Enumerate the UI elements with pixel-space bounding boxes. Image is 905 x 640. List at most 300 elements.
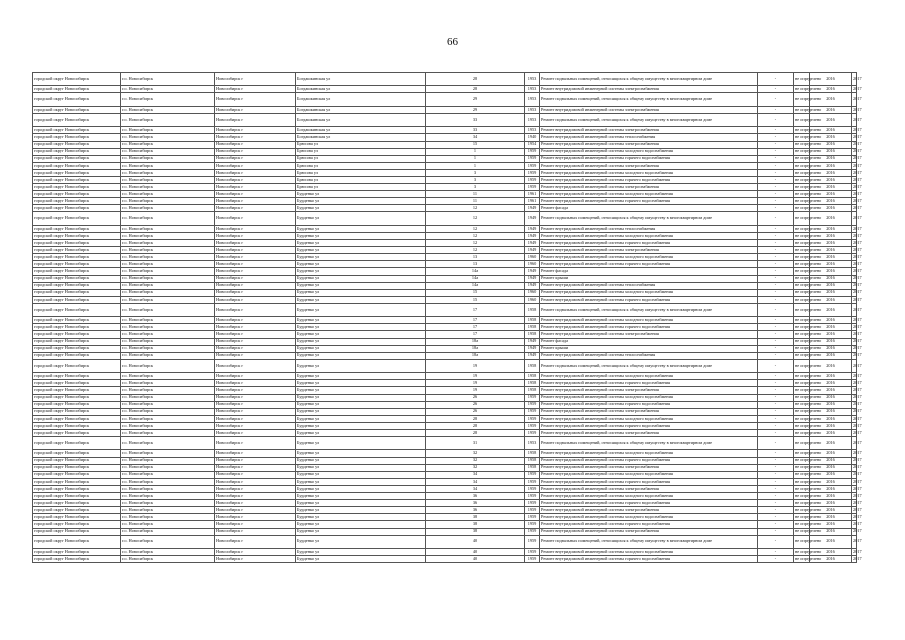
- locality-cell: Новосибирск г: [215, 232, 296, 239]
- cost-status-cell: не определено: [795, 246, 822, 252]
- work-type-cell: Ремонт внутридомовой инженерной системы горячего водоснабжения: [540, 556, 758, 563]
- locality-cell: Новосибирск г: [215, 359, 296, 372]
- placeholder-cell: -: [758, 155, 794, 162]
- build-year-cell: 1958: [525, 303, 540, 316]
- street-cell: Брюсова ул: [296, 141, 426, 148]
- district-cell: городской округ Новосибирск: [33, 352, 121, 359]
- year-to-cell: 2017: [853, 275, 862, 281]
- table-row: [33, 268, 859, 275]
- cost-status-cell: не определено: [795, 338, 822, 344]
- year-from-cell: 2016: [810, 338, 852, 345]
- district-cell: городской округ Новосибирск: [33, 141, 121, 148]
- table-row: [33, 521, 859, 528]
- year-to-cell: 2017: [853, 387, 862, 393]
- cost-status-cell: не определено: [795, 345, 822, 351]
- street-cell: Богдашкинская ул: [296, 93, 426, 106]
- cost-status-cell: не определено: [795, 548, 822, 554]
- street-cell: Бурденко ул: [296, 485, 426, 492]
- year-to-cell: 2017: [853, 239, 862, 245]
- work-type-cell: Ремонт внутридомовой инженерной системы электроснабжения: [540, 464, 758, 471]
- year-to-cell: 2017: [853, 141, 862, 147]
- cost-status-cell: не определено: [795, 372, 822, 378]
- locality-cell: Новосибирск г: [215, 478, 296, 485]
- build-year-cell: 1949: [525, 345, 540, 352]
- district-cell: городской округ Новосибирск: [33, 415, 121, 422]
- city-cell: г.о. Новосибирск: [121, 282, 215, 289]
- year-to-cell: 2017: [853, 372, 862, 378]
- street-cell: Бурденко ул: [296, 408, 426, 415]
- cost-status-cell: не определено: [795, 352, 822, 358]
- placeholder-cell: -: [758, 478, 794, 485]
- table-row: [33, 352, 859, 359]
- locality-cell: Новосибирск г: [215, 464, 296, 471]
- locality-cell: Новосибирск г: [215, 162, 296, 169]
- house-number-cell: 28: [426, 415, 525, 422]
- cost-status-cell: не определено: [794, 212, 810, 225]
- district-cell: городской округ Новосибирск: [33, 106, 121, 113]
- house-number-cell: 26: [426, 408, 525, 415]
- placeholder-cell: -: [758, 127, 794, 134]
- district-cell: городской округ Новосибирск: [33, 387, 121, 394]
- table-row: [33, 422, 859, 429]
- work-type-cell: Ремонт внутридомовой инженерной системы холодного водоснабжения: [540, 514, 758, 521]
- year-from-cell: 2016: [810, 155, 852, 162]
- table-row: [33, 134, 859, 141]
- city-cell: г.о. Новосибирск: [121, 450, 215, 457]
- build-year-cell: 1959: [525, 408, 540, 415]
- cost-status-cell: не определено: [795, 225, 822, 231]
- locality-cell: Новосибирск г: [215, 93, 296, 106]
- work-type-cell: Ремонт внутридомовой инженерной системы электроснабжения: [540, 127, 758, 134]
- cost-status-cell: не определено: [795, 205, 822, 211]
- work-type-cell: Ремонт внутридомовой инженерной системы холодного водоснабжения: [540, 317, 758, 324]
- work-type-cell: Ремонт фасада: [540, 338, 758, 345]
- year-to-cell: 2017: [853, 506, 862, 512]
- build-year-cell: 1958: [525, 450, 540, 457]
- house-number-cell: 40: [426, 556, 525, 563]
- district-cell: городской округ Новосибирск: [33, 155, 121, 162]
- city-cell: г.о. Новосибирск: [121, 324, 215, 331]
- street-cell: Бурденко ул: [296, 380, 426, 387]
- district-cell: городской округ Новосибирск: [33, 296, 121, 303]
- work-type-cell: Ремонт внутридомовой инженерной системы электроснабжения: [540, 387, 758, 394]
- year-from-cell: 2016: [810, 317, 852, 324]
- locality-cell: Новосибирск г: [215, 289, 296, 296]
- street-cell: Бурденко ул: [296, 437, 426, 450]
- street-cell: Бурденко ул: [296, 549, 426, 556]
- placeholder-cell: -: [758, 86, 794, 93]
- city-cell: г.о. Новосибирск: [121, 247, 215, 254]
- year-from-cell: 2016: [810, 141, 852, 148]
- work-type-cell: Ремонт внутридомовой инженерной системы электроснабжения: [540, 247, 758, 254]
- work-type-cell: Ремонт внутридомовой инженерной системы холодного водоснабжения: [540, 148, 758, 155]
- year-to-cell: 2017: [853, 127, 862, 133]
- locality-cell: Новосибирск г: [215, 380, 296, 387]
- city-cell: г.о. Новосибирск: [121, 289, 215, 296]
- table-row: [33, 155, 859, 162]
- street-cell: Бурденко ул: [296, 261, 426, 268]
- district-cell: городской округ Новосибирск: [33, 521, 121, 528]
- year-to-cell: 2017: [853, 169, 862, 175]
- street-cell: Бурденко ул: [296, 514, 426, 521]
- house-number-cell: 32: [426, 457, 525, 464]
- year-to-cell: 2017: [852, 535, 857, 548]
- table-row: [33, 500, 859, 507]
- work-type-cell: Ремонт внутридомовой инженерной системы электроснабжения: [540, 528, 758, 535]
- table-row: [33, 338, 859, 345]
- cost-status-cell: не определено: [795, 401, 822, 407]
- street-cell: Бурденко ул: [296, 191, 426, 198]
- district-cell: городской округ Новосибирск: [33, 464, 121, 471]
- street-cell: Брюсова ул: [296, 184, 426, 191]
- placeholder-cell: -: [758, 464, 794, 471]
- build-year-cell: 1958: [525, 373, 540, 380]
- locality-cell: Новосибирск г: [215, 268, 296, 275]
- build-year-cell: 1953: [525, 106, 540, 113]
- district-cell: городской округ Новосибирск: [33, 275, 121, 282]
- build-year-cell: 1953: [525, 437, 540, 450]
- build-year-cell: 1959: [525, 430, 540, 437]
- year-to-cell: 2017: [853, 450, 862, 456]
- street-cell: Брюсова ул: [296, 169, 426, 176]
- locality-cell: Новосибирск г: [215, 437, 296, 450]
- district-cell: городской округ Новосибирск: [33, 134, 121, 141]
- year-to-cell: 2017: [853, 555, 862, 561]
- house-number-cell: 32: [426, 450, 525, 457]
- house-number-cell: 12: [426, 240, 525, 247]
- work-type-cell: Ремонт подвальных помещений, относящихся к общему имуществу в многоквартирном доме: [540, 113, 758, 126]
- year-to-cell: 2017: [853, 464, 862, 470]
- work-type-cell: Ремонт внутридомовой инженерной системы холодного водоснабжения: [540, 394, 758, 401]
- street-cell: Бурденко ул: [296, 415, 426, 422]
- placeholder-cell: -: [758, 528, 794, 535]
- work-type-cell: Ремонт внутридомовой инженерной системы горячего водоснабжения: [540, 457, 758, 464]
- locality-cell: Новосибирск г: [215, 247, 296, 254]
- work-type-cell: Ремонт подвальных помещений, относящихся к общему имуществу в многоквартирном доме: [540, 437, 758, 450]
- street-cell: Бурденко ул: [296, 338, 426, 345]
- locality-cell: Новосибирск г: [215, 387, 296, 394]
- year-to-cell: 2017: [853, 232, 862, 238]
- house-number-cell: 31: [426, 437, 525, 450]
- year-to-cell: 2017: [853, 338, 862, 344]
- locality-cell: Новосибирск г: [215, 275, 296, 282]
- work-type-cell: Ремонт подвальных помещений, относящихся к общему имуществу в многоквартирном доме: [540, 359, 758, 372]
- district-cell: городской округ Новосибирск: [33, 359, 121, 372]
- work-type-cell: Ремонт внутридомовой инженерной системы электроснабжения: [540, 507, 758, 514]
- district-cell: городской округ Новосибирск: [33, 268, 121, 275]
- table-row: [33, 471, 859, 478]
- street-cell: Бурденко ул: [296, 535, 426, 548]
- locality-cell: Новосибирск г: [215, 415, 296, 422]
- house-number-cell: 14а: [426, 275, 525, 282]
- placeholder-cell: -: [758, 205, 794, 212]
- table-row: [33, 345, 859, 352]
- cost-status-cell: не определено: [794, 535, 810, 548]
- city-cell: г.о. Новосибирск: [121, 437, 215, 450]
- cost-status-cell: не определено: [795, 289, 822, 295]
- cost-status-cell: не определено: [795, 528, 822, 534]
- locality-cell: Новосибирск г: [215, 212, 296, 225]
- street-cell: Бурденко ул: [296, 464, 426, 471]
- year-from-cell: 2016: [810, 212, 852, 225]
- placeholder-cell: -: [758, 521, 794, 528]
- placeholder-cell: -: [758, 225, 794, 232]
- year-from-cell: 2016: [810, 380, 852, 387]
- cost-status-cell: не определено: [795, 296, 822, 302]
- cost-status-cell: не определено: [795, 429, 822, 435]
- placeholder-cell: -: [758, 73, 794, 86]
- work-type-cell: Ремонт внутридомовой инженерной системы горячего водоснабжения: [540, 521, 758, 528]
- city-cell: г.о. Новосибирск: [121, 485, 215, 492]
- work-type-cell: Ремонт внутридомовой инженерной системы теплоснабжения: [540, 282, 758, 289]
- locality-cell: Новосибирск г: [215, 113, 296, 126]
- street-cell: Бурденко ул: [296, 528, 426, 535]
- street-cell: Бурденко ул: [296, 212, 426, 225]
- year-from-cell: 2016: [810, 556, 852, 563]
- street-cell: Бурденко ул: [296, 331, 426, 338]
- placeholder-cell: -: [758, 289, 794, 296]
- year-from-cell: 2016: [810, 500, 852, 507]
- district-cell: городской округ Новосибирск: [33, 485, 121, 492]
- year-from-cell: 2016: [810, 148, 852, 155]
- city-cell: г.о. Новосибирск: [121, 493, 215, 500]
- district-cell: городской округ Новосибирск: [33, 86, 121, 93]
- year-to-cell: 2017: [852, 212, 857, 225]
- locality-cell: Новосибирск г: [215, 141, 296, 148]
- year-from-cell: 2016: [810, 169, 852, 176]
- city-cell: г.о. Новосибирск: [121, 254, 215, 261]
- street-cell: Бурденко ул: [296, 478, 426, 485]
- table-row: [33, 296, 859, 303]
- house-number-cell: 12: [426, 232, 525, 239]
- placeholder-cell: -: [758, 198, 794, 205]
- work-type-cell: Ремонт внутридомовой инженерной системы электроснабжения: [540, 485, 758, 492]
- house-number-cell: 36: [426, 507, 525, 514]
- work-type-cell: Ремонт внутридомовой инженерной системы холодного водоснабжения: [540, 191, 758, 198]
- house-number-cell: 14а: [426, 282, 525, 289]
- street-cell: Бурденко ул: [296, 352, 426, 359]
- street-cell: Бурденко ул: [296, 359, 426, 372]
- street-cell: Богдашкинская ул: [296, 73, 426, 86]
- placeholder-cell: -: [758, 387, 794, 394]
- house-number-cell: 17: [426, 324, 525, 331]
- table-row: [33, 184, 859, 191]
- cost-status-cell: не определено: [795, 485, 822, 491]
- locality-cell: Новосибирск г: [215, 106, 296, 113]
- year-from-cell: 2016: [810, 134, 852, 141]
- placeholder-cell: -: [758, 317, 794, 324]
- district-cell: городской округ Новосибирск: [33, 261, 121, 268]
- year-to-cell: 2017: [853, 190, 862, 196]
- house-number-cell: 18а: [426, 345, 525, 352]
- year-from-cell: 2016: [810, 232, 852, 239]
- placeholder-cell: -: [758, 500, 794, 507]
- street-cell: Бурденко ул: [296, 556, 426, 563]
- year-from-cell: 2016: [810, 106, 852, 113]
- locality-cell: Новосибирск г: [215, 507, 296, 514]
- placeholder-cell: -: [758, 296, 794, 303]
- work-type-cell: Ремонт внутридомовой инженерной системы горячего водоснабжения: [540, 155, 758, 162]
- city-cell: г.о. Новосибирск: [121, 240, 215, 247]
- year-to-cell: 2017: [853, 401, 862, 407]
- district-cell: городской округ Новосибирск: [33, 507, 121, 514]
- table-row: [33, 394, 859, 401]
- locality-cell: Новосибирск г: [215, 521, 296, 528]
- street-cell: Бурденко ул: [296, 521, 426, 528]
- work-type-cell: Ремонт внутридомовой инженерной системы горячего водоснабжения: [540, 177, 758, 184]
- street-cell: Богдашкинская ул: [296, 106, 426, 113]
- placeholder-cell: -: [758, 275, 794, 282]
- city-cell: г.о. Новосибирск: [121, 507, 215, 514]
- district-cell: городской округ Новосибирск: [33, 556, 121, 563]
- house-number-cell: 36: [426, 493, 525, 500]
- district-cell: городской округ Новосибирск: [33, 198, 121, 205]
- street-cell: Бурденко ул: [296, 254, 426, 261]
- locality-cell: Новосибирск г: [215, 191, 296, 198]
- placeholder-cell: -: [758, 457, 794, 464]
- house-number-cell: 18а: [426, 338, 525, 345]
- build-year-cell: 1959: [525, 485, 540, 492]
- year-to-cell: 2017: [853, 548, 862, 554]
- page-number: 66: [447, 36, 458, 48]
- locality-cell: Новосибирск г: [215, 198, 296, 205]
- district-cell: городской округ Новосибирск: [33, 191, 121, 198]
- locality-cell: Новосибирск г: [215, 177, 296, 184]
- house-number-cell: 33: [426, 113, 525, 126]
- locality-cell: Новосибирск г: [215, 528, 296, 535]
- table-row: [33, 457, 859, 464]
- district-cell: городской округ Новосибирск: [33, 303, 121, 316]
- build-year-cell: 1958: [525, 331, 540, 338]
- year-from-cell: 2016: [810, 113, 852, 126]
- district-cell: городской округ Новосибирск: [33, 401, 121, 408]
- city-cell: г.о. Новосибирск: [121, 155, 215, 162]
- cost-status-cell: не определено: [795, 86, 822, 92]
- locality-cell: Новосибирск г: [215, 338, 296, 345]
- street-cell: Бурденко ул: [296, 282, 426, 289]
- city-cell: г.о. Новосибирск: [121, 387, 215, 394]
- district-cell: городской округ Новосибирск: [33, 169, 121, 176]
- year-to-cell: 2017: [853, 422, 862, 428]
- year-to-cell: 2017: [853, 253, 862, 259]
- street-cell: Бурденко ул: [296, 430, 426, 437]
- table-row: [33, 373, 859, 380]
- district-cell: городской округ Новосибирск: [33, 205, 121, 212]
- year-to-cell: 2017: [853, 471, 862, 477]
- table-row: [33, 247, 859, 254]
- city-cell: г.о. Новосибирск: [121, 528, 215, 535]
- year-to-cell: 2017: [853, 86, 862, 92]
- placeholder-cell: -: [758, 240, 794, 247]
- house-number-cell: 3: [426, 177, 525, 184]
- work-type-cell: Ремонт фасада: [540, 268, 758, 275]
- work-type-cell: Ремонт внутридомовой инженерной системы электроснабжения: [540, 408, 758, 415]
- cost-status-cell: не определено: [795, 261, 822, 267]
- street-cell: Бурденко ул: [296, 387, 426, 394]
- placeholder-cell: -: [758, 493, 794, 500]
- house-number-cell: 1: [426, 162, 525, 169]
- table-row: [33, 289, 859, 296]
- build-year-cell: 1954: [525, 141, 540, 148]
- cost-status-cell: не определено: [795, 148, 822, 154]
- table-row: [33, 261, 859, 268]
- house-number-cell: 15: [426, 141, 525, 148]
- cost-status-cell: не определено: [794, 93, 810, 106]
- cost-status-cell: не определено: [795, 282, 822, 288]
- city-cell: г.о. Новосибирск: [121, 303, 215, 316]
- work-type-cell: Ремонт внутридомовой инженерной системы горячего водоснабжения: [540, 240, 758, 247]
- cost-status-cell: не определено: [795, 324, 822, 330]
- build-year-cell: 1959: [525, 471, 540, 478]
- year-from-cell: 2016: [810, 387, 852, 394]
- table-row: [33, 212, 859, 225]
- work-type-cell: Ремонт внутридомовой инженерной системы холодного водоснабжения: [540, 373, 758, 380]
- cost-status-cell: не определено: [795, 514, 822, 520]
- year-to-cell: 2017: [853, 148, 862, 154]
- locality-cell: Новосибирск г: [215, 408, 296, 415]
- year-to-cell: 2017: [853, 499, 862, 505]
- house-number-cell: 29: [426, 106, 525, 113]
- house-number-cell: 15: [426, 289, 525, 296]
- year-from-cell: 2016: [810, 177, 852, 184]
- build-year-cell: 1949: [525, 282, 540, 289]
- year-from-cell: 2016: [810, 394, 852, 401]
- placeholder-cell: -: [758, 232, 794, 239]
- build-year-cell: 1959: [525, 394, 540, 401]
- district-cell: городской округ Новосибирск: [33, 232, 121, 239]
- district-cell: городской округ Новосибирск: [33, 282, 121, 289]
- locality-cell: Новосибирск г: [215, 401, 296, 408]
- street-cell: Бурденко ул: [296, 303, 426, 316]
- table-row: [33, 225, 859, 232]
- year-from-cell: 2016: [810, 247, 852, 254]
- house-number-cell: 13: [426, 254, 525, 261]
- year-from-cell: 2016: [810, 296, 852, 303]
- build-year-cell: 1959: [525, 535, 540, 548]
- cost-status-cell: не определено: [795, 162, 822, 168]
- city-cell: г.о. Новосибирск: [121, 113, 215, 126]
- cost-status-cell: не определено: [795, 380, 822, 386]
- cost-status-cell: не определено: [795, 506, 822, 512]
- placeholder-cell: -: [758, 507, 794, 514]
- year-from-cell: 2016: [810, 437, 852, 450]
- placeholder-cell: -: [758, 430, 794, 437]
- street-cell: Бурденко ул: [296, 493, 426, 500]
- build-year-cell: 1960: [525, 289, 540, 296]
- work-type-cell: Ремонт внутридомовой инженерной системы теплоснабжения: [540, 225, 758, 232]
- city-cell: г.о. Новосибирск: [121, 457, 215, 464]
- year-to-cell: 2017: [853, 352, 862, 358]
- build-year-cell: 1958: [525, 359, 540, 372]
- year-to-cell: 2017: [853, 415, 862, 421]
- build-year-cell: 1959: [525, 514, 540, 521]
- cost-status-cell: не определено: [795, 387, 822, 393]
- city-cell: г.о. Новосибирск: [121, 331, 215, 338]
- locality-cell: Новосибирск г: [215, 225, 296, 232]
- year-to-cell: 2017: [852, 113, 857, 126]
- placeholder-cell: -: [758, 134, 794, 141]
- city-cell: г.о. Новосибирск: [121, 93, 215, 106]
- work-type-cell: Ремонт внутридомовой инженерной системы холодного водоснабжения: [540, 415, 758, 422]
- district-cell: городской округ Новосибирск: [33, 317, 121, 324]
- year-from-cell: 2016: [810, 345, 852, 352]
- table-row: [33, 324, 859, 331]
- district-cell: городской округ Новосибирск: [33, 113, 121, 126]
- year-to-cell: 2017: [852, 73, 857, 86]
- year-from-cell: 2016: [810, 514, 852, 521]
- placeholder-cell: -: [758, 471, 794, 478]
- city-cell: г.о. Новосибирск: [121, 86, 215, 93]
